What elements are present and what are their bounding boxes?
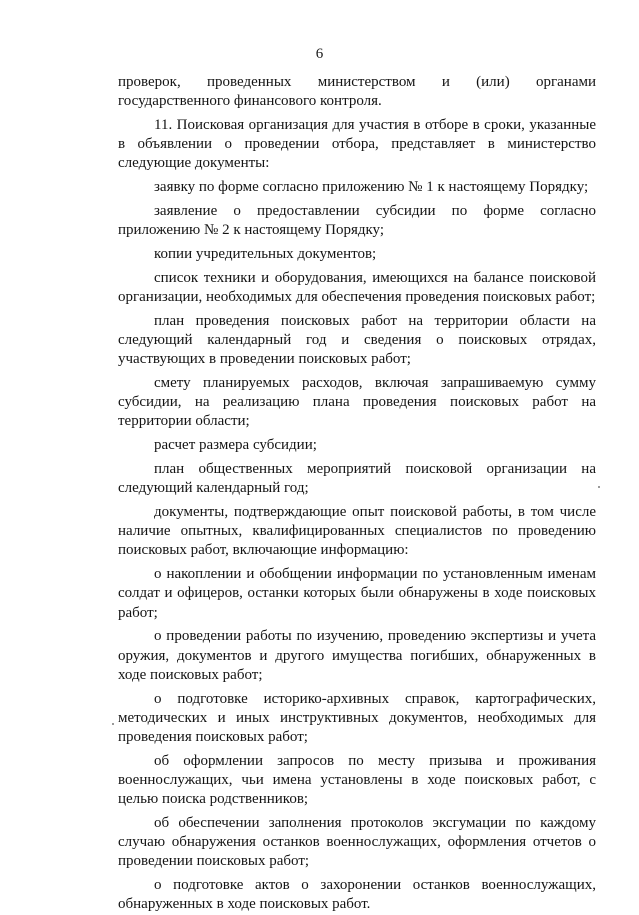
paragraph-item: документы, подтверждающие опыт поисковой работы, в том числе наличие опытных, квалифицированных специалистов по проведению поисковых работ, включающие информацию:: [118, 504, 596, 559]
paragraph-item: план общественных мероприятий поисковой организации на следующий календарный год;: [118, 461, 596, 497]
paragraph-item: смету планируемых расходов, включая запрашиваемую сумму субсидии, на реализацию плана проведения поисковых работ на территории области;: [118, 375, 596, 430]
paragraph-item: расчет размера субсидии;: [154, 437, 317, 454]
scan-speck: [112, 723, 114, 725]
document-text: [118, 73, 596, 915]
paragraph-subitem: о подготовке актов о захоронении останков военнослужащих, обнаруженных в ходе поисковых работ.: [118, 877, 596, 913]
paragraph-subitem: о проведении работы по изучению, проведению экспертизы и учета оружия, документов и другого имущества погибших, обнаруженных в ходе поисковых работ;: [118, 628, 596, 683]
scan-speck: [598, 486, 600, 488]
paragraph-item: заявку по форме согласно приложению № 1 к настоящему Порядку;: [154, 179, 589, 196]
paragraph-subitem: о подготовке историко-архивных справок, картографических, методических и иных инструктивных документов, необходимых для проведения поисковых работ;: [118, 690, 596, 746]
page-number: 6: [315, 46, 324, 62]
paragraph-continuation: проверок, проведенных министерством и (или) органами государственного финансового контроля.: [118, 74, 596, 110]
paragraph-item: копии учредительных документов;: [154, 246, 377, 262]
paragraph-clause-11: 11. Поисковая организация для участия в отборе в сроки, указанные в объявлении о проведении отбора, представляет в министерство следующие документы:: [118, 117, 596, 172]
paragraph-item: заявление о предоставлении субсидии по форме согласно приложению № 2 к настоящему Порядку;: [118, 203, 596, 239]
paragraph-subitem: о накоплении и обобщении информации по установленным именам солдат и офицеров, останки которых были обнаружены в ходе поисковых работ;: [118, 566, 596, 621]
paragraph-item: список техники и оборудования, имеющихся на балансе поисковой организации, необходимых для обеспечения проведения поисковых работ;: [118, 269, 596, 305]
paragraph-subitem: об оформлении запросов по месту призыва и проживания военнослужащих, чьи имена установлены в ходе поисковых работ, с целью поиска родственников;: [118, 752, 596, 808]
paragraph-item: план проведения поисковых работ на территории области на следующий календарный год и сведения о поисковых отрядах, участвующих в проведении поисковых работ;: [118, 312, 596, 368]
paragraph-subitem: об обеспечении заполнения протоколов эксгумации по каждому случаю обнаружения останков военнослужащих, оформления отчетов о проведении поисковых работ;: [118, 815, 596, 870]
